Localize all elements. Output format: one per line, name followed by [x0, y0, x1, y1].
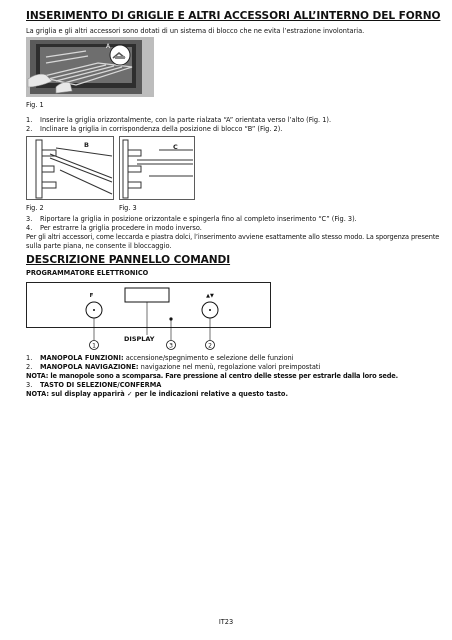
fig2-illustration — [26, 136, 114, 200]
note-knobs: NOTA: le manopole sono a scomparsa. Fare pressione al centro delle stesse per estrarle dalla loro sede. — [26, 372, 398, 380]
item-1-text: accensione/spegnimento e selezione delle funzioni — [123, 354, 294, 362]
section-subtitle-programmer: PROGRAMMATORE ELETTRONICO — [26, 269, 149, 277]
step-3-number: 3. — [26, 215, 33, 223]
note-display-after: per le indicazioni relative a questo tasto. — [134, 390, 288, 398]
fig2-callout-b: B — [84, 141, 89, 149]
item-1-number: 1. — [26, 354, 33, 362]
section-title-accessories: INSERIMENTO DI GRIGLIE E ALTRI ACCESSORI ALL’INTERNO DEL FORNO — [26, 10, 441, 22]
accessories-paragraph-line2: sulla parte piana, ne consente il bloccaggio. — [26, 242, 172, 250]
display-label: DISPLAY — [124, 335, 155, 343]
item-2-text: navigazione nel menù, regolazione valori preimpostati — [138, 363, 321, 371]
section-title-control-panel: DESCRIZIONE PANNELLO COMANDI — [26, 254, 231, 266]
fig1-callout-a: A — [106, 43, 111, 50]
step-3-text: Riportare la griglia in posizione orizzontale e spingerla fino al completo inserimento “C” (Fig. 3). — [40, 215, 357, 223]
item-1-line — [40, 354, 294, 363]
item-1-label: MANOPOLA FUNZIONI: — [40, 354, 124, 362]
fig1-label: Fig. 1 — [26, 101, 44, 109]
callout-3: 3 — [169, 342, 173, 350]
fig3-callout-c: C — [173, 143, 178, 151]
intro-text: La griglia e gli altri accessori sono dotati di un sistema di blocco che ne evita l’estrazione involontaria. — [26, 27, 365, 35]
step-2-text: Inclinare la griglia in corrispondenza della posizione di blocco “B” (Fig. 2). — [40, 125, 283, 133]
checkmark-icon: ✓ — [127, 390, 133, 398]
fig2-label: Fig. 2 — [26, 204, 44, 212]
page-number: IT23 — [218, 618, 234, 626]
note-display-before: NOTA: sul display apparirà — [26, 390, 125, 398]
callout-2: 2 — [208, 342, 212, 350]
function-knob-symbol: F — [89, 293, 94, 299]
step-1-number: 1. — [26, 116, 33, 124]
item-3-number: 3. — [26, 381, 33, 389]
step-1-text: Inserire la griglia orizzontalmente, con la parte rialzata “A” orientata verso l’alto (Fig. 1). — [40, 116, 332, 124]
item-2-line — [40, 363, 320, 372]
note-display — [26, 390, 288, 399]
step-4-number: 4. — [26, 224, 33, 232]
callout-1: 1 — [92, 342, 96, 350]
step-2-number: 2. — [26, 125, 33, 133]
item-2-label: MANOPOLA NAVIGAZIONE: — [40, 363, 139, 371]
control-panel-diagram — [26, 282, 272, 352]
fig1-illustration — [26, 37, 154, 97]
fig3-label: Fig. 3 — [119, 204, 137, 212]
accessories-paragraph-line1: Per gli altri accessori, come leccarda e piastra dolci, l’inserimento avviene esattamente allo stesso modo. La sporgenza presente — [26, 233, 440, 241]
item-2-number: 2. — [26, 363, 33, 371]
fig3-illustration — [119, 136, 195, 200]
display-window — [125, 288, 169, 302]
step-4-text: Per estrarre la griglia procedere in modo inverso. — [40, 224, 202, 232]
navigation-knob-symbol: ▲▼ — [206, 293, 214, 299]
item-3-label: TASTO DI SELEZIONE/CONFERMA — [40, 381, 162, 389]
